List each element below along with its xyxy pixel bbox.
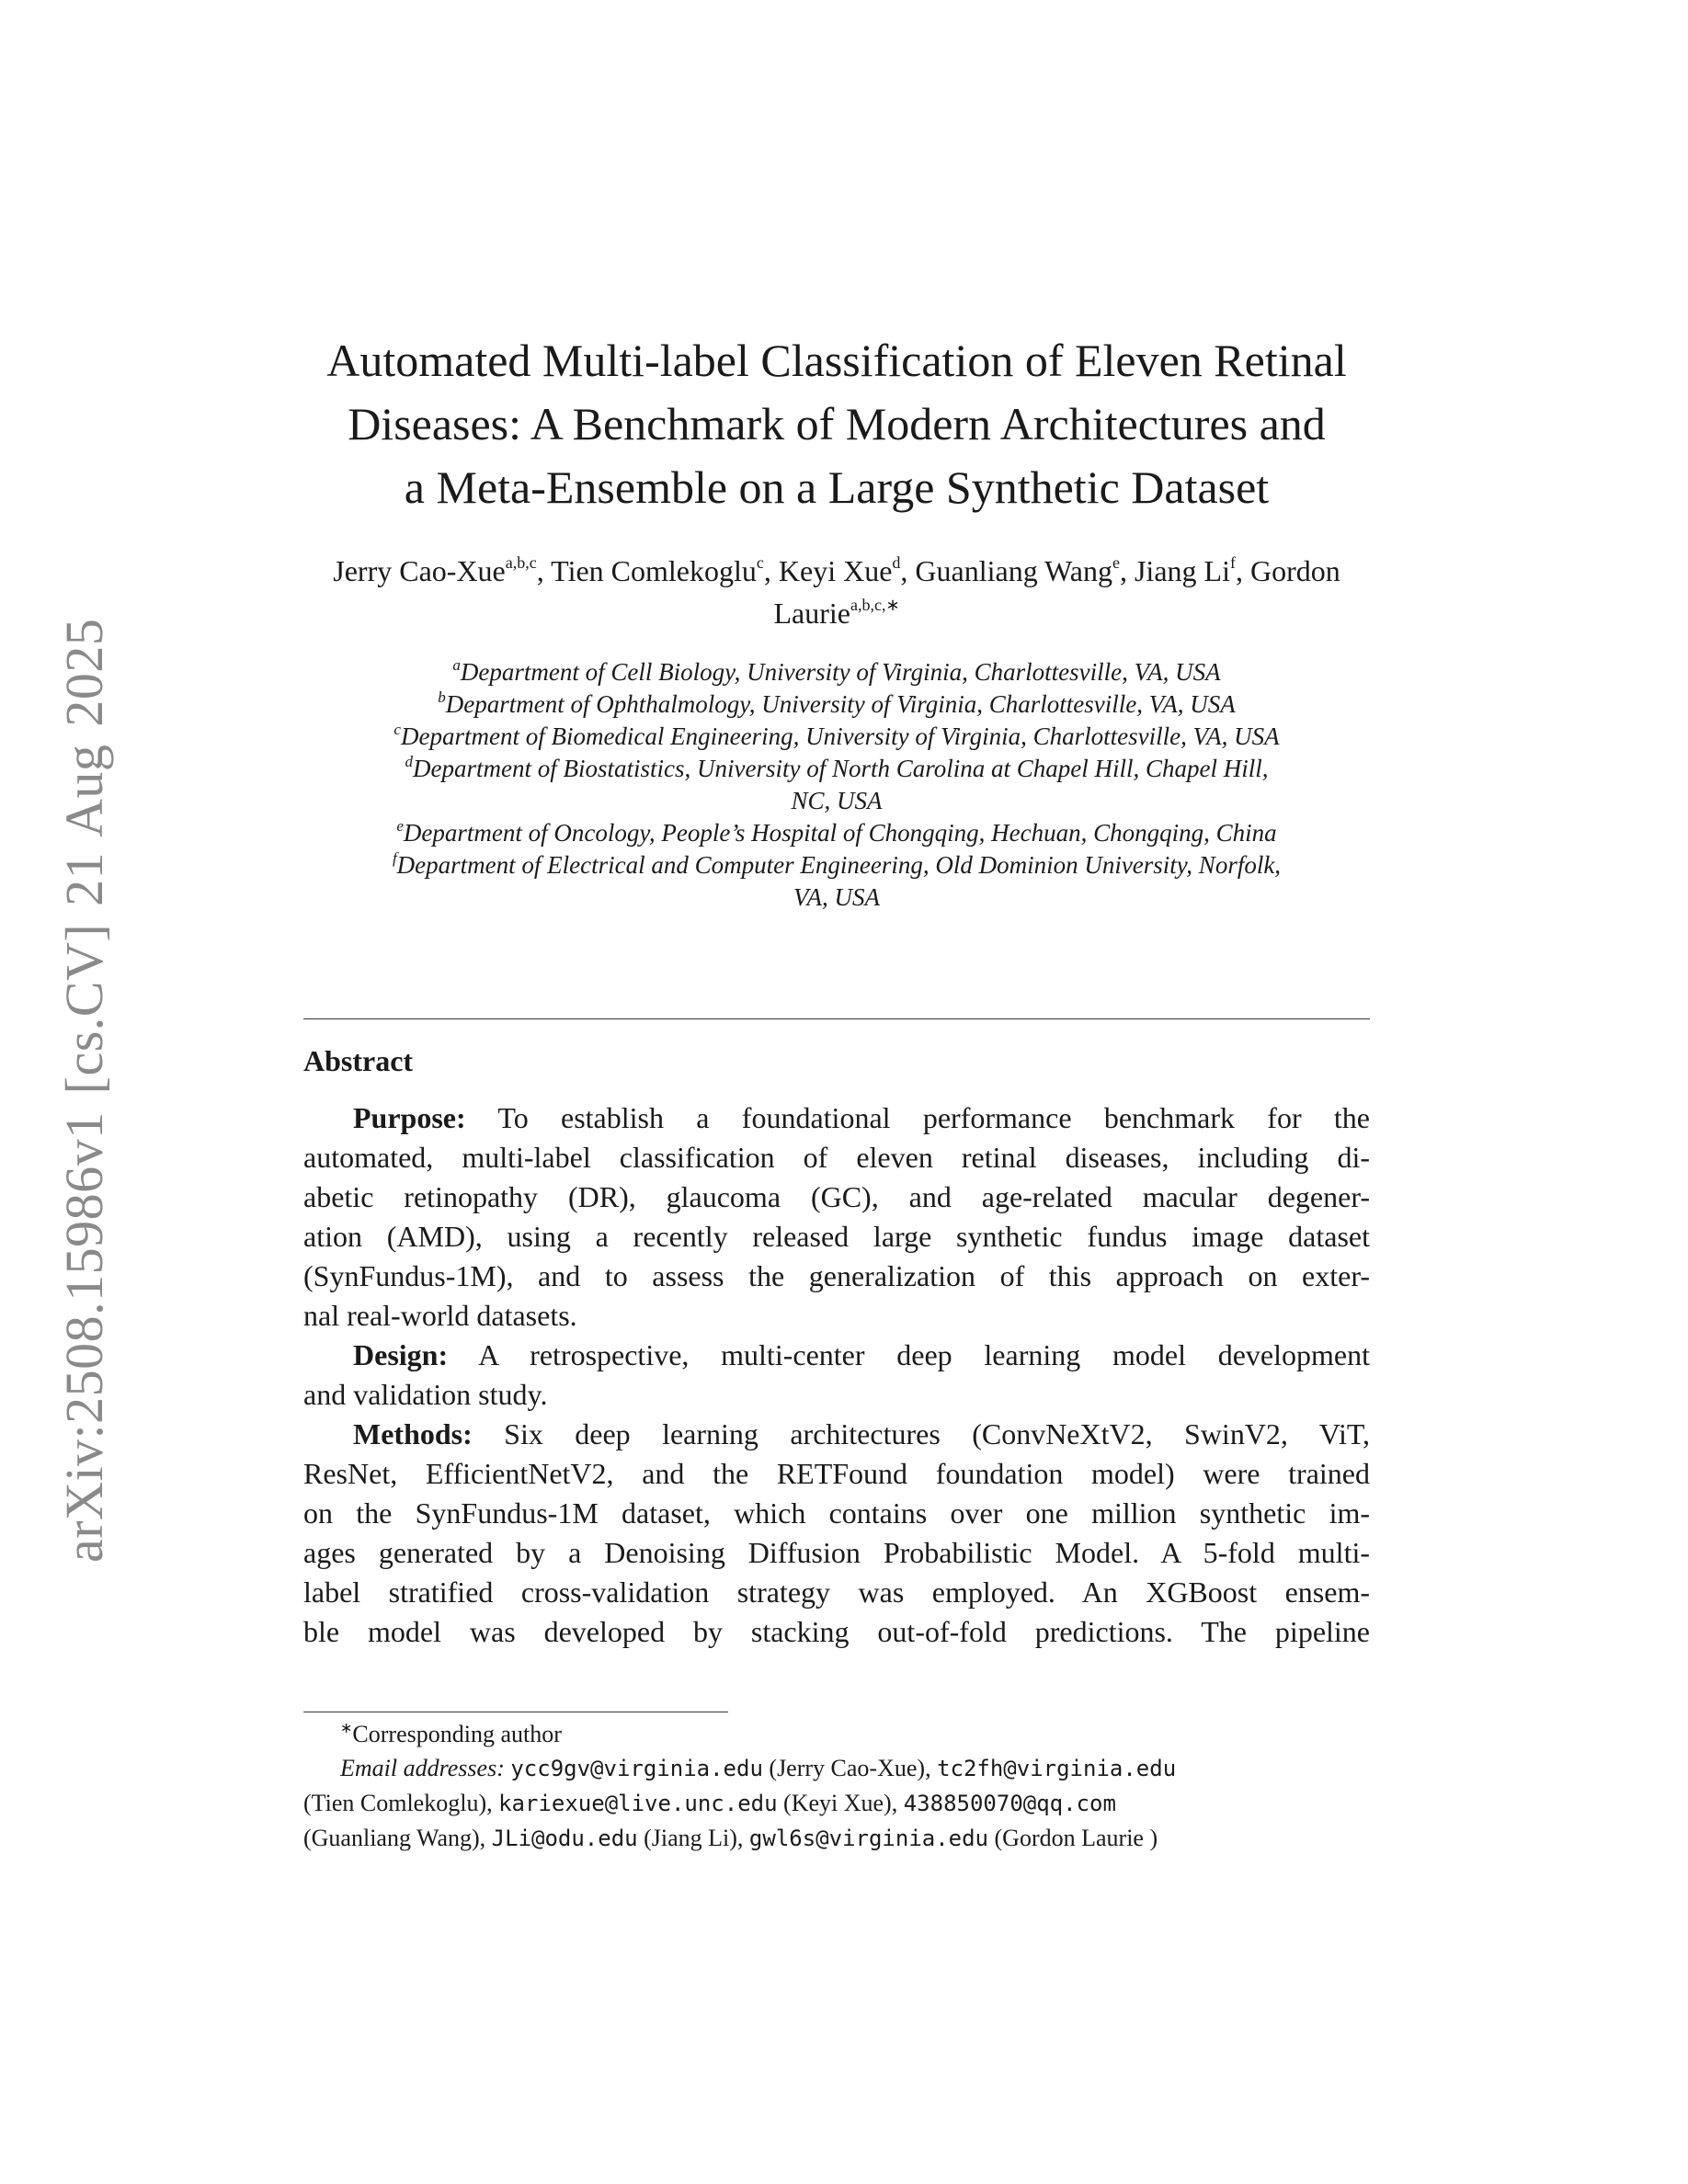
affiliation: NC, USA [791,787,883,814]
author: Jiang Li$^f$, [1134,553,1250,587]
affiliation: $^d$Department of Biostatistics, University of North Carolina at Chapel Hill, Chapel Hill, [405,753,1269,782]
email-line: (Tien Comlekoglu), kariexue@live.unc.edu (Keyi Xue), 438850070@qq.com [303,1790,1116,1816]
abstract-line: automated, multi-label classification of eleven retinal diseases, including di- [303,1141,1370,1174]
author: Tien Comlekoglu$^c$, [551,553,779,587]
email-link[interactable]: JLi@odu.edu [491,1826,638,1851]
affiliation: $^c$Department of Biomedical Engineering, University of Virginia, Charlottesville, VA, USA [393,721,1280,750]
author: Jerry Cao-Xue$^{a,b,c}$, [333,553,552,587]
methods-label: Methods: [353,1417,473,1450]
email-link[interactable]: gwl6s@virginia.edu [748,1826,989,1851]
abstract-heading: Abstract [303,1044,414,1077]
abstract-body [303,1098,1370,1652]
abstract-line: (SynFundus-1M), and to assess the generalization of this approach on exter- [303,1259,1370,1292]
abstract-line: ble model was developed by stacking out-of-fold predictions. The pipeline [303,1615,1370,1648]
arxiv-identifier-stamp: arXiv:2508.15986v1 [cs.CV] 21 Aug 2025 [54,618,114,1563]
abstract-line: nal real-world datasets. [303,1299,577,1332]
email-link[interactable]: tc2fh@virginia.edu [937,1756,1177,1781]
email-link[interactable]: 438850070@qq.com [903,1791,1116,1816]
title-line: Automated Multi-label Classification of Eleven Retinal [326,335,1347,386]
abstract-line: ation (AMD), using a recently released large synthetic fundus image dataset [303,1220,1370,1253]
abstract-line: Design: A retrospective, multi-center deep learning model development [353,1338,1370,1371]
affiliation: $^a$Department of Cell Biology, University of Virginia, Charlottesville, VA, USA [452,656,1221,686]
author: Keyi Xue$^d$, [778,553,916,587]
abstract-top-rule [303,1018,1370,1019]
abstract-line: ages generated by a Denoising Diffusion Probabilistic Model. A 5-fold multi- [303,1536,1370,1569]
abstract-line: Purpose: To establish a foundational performance benchmark for the [353,1101,1370,1134]
affiliation: $^e$Department of Oncology, People’s Hospital of Chongqing, Hechuan, Chongqing, China [396,817,1277,847]
design-label: Design: [353,1338,449,1371]
abstract-line: label stratified cross-validation strategy was employed. An XGBoost ensem- [303,1575,1370,1609]
abstract-line: on the SynFundus-1M dataset, which contains over one million synthetic im- [303,1496,1370,1530]
footnotes [303,1717,1370,1856]
purpose-label: Purpose: [353,1101,466,1134]
author-list [303,550,1370,634]
title-line: Diseases: A Benchmark of Modern Architectures and [348,398,1326,449]
affiliation: $^f$Department of Electrical and Computer Engineering, Old Dominion University, Norfolk, [392,849,1282,879]
abstract-line: ResNet, EfficientNetV2, and the RETFound foundation model) were trained [303,1457,1370,1490]
paper-title [303,329,1370,519]
abstract-line: abetic retinopathy (DR), glaucoma (GC), and age-related macular degener- [303,1180,1370,1213]
author: Guanliang Wang$^e$, [915,553,1135,587]
corresponding-author-note: ∗Corresponding author [340,1721,562,1747]
email-link[interactable]: ycc9gv@virginia.edu [510,1756,763,1781]
email-line: (Guanliang Wang), JLi@odu.edu (Jiang Li), gwl6s@virginia.edu (Gordon Laurie ) [303,1825,1158,1851]
email-link[interactable]: kariexue@live.unc.edu [498,1791,778,1816]
email-line: Email addresses: ycc9gv@virginia.edu (Jerry Cao-Xue), tc2fh@virginia.edu [340,1755,1177,1781]
affiliation: VA, USA [793,883,880,911]
abstract-line: and validation study. [303,1378,548,1411]
affiliation-list [303,656,1370,914]
abstract-line: Methods: Six deep learning architectures (ConvNeXtV2, SwinV2, ViT, [353,1417,1370,1450]
author: Gordon Laurie$^{a,b,c,∗}$ [773,554,1340,630]
title-line: a Meta-Ensemble on a Large Synthetic Dataset [404,461,1270,513]
affiliation: $^b$Department of Ophthalmology, University of Virginia, Charlottesville, VA, USA [438,688,1236,718]
